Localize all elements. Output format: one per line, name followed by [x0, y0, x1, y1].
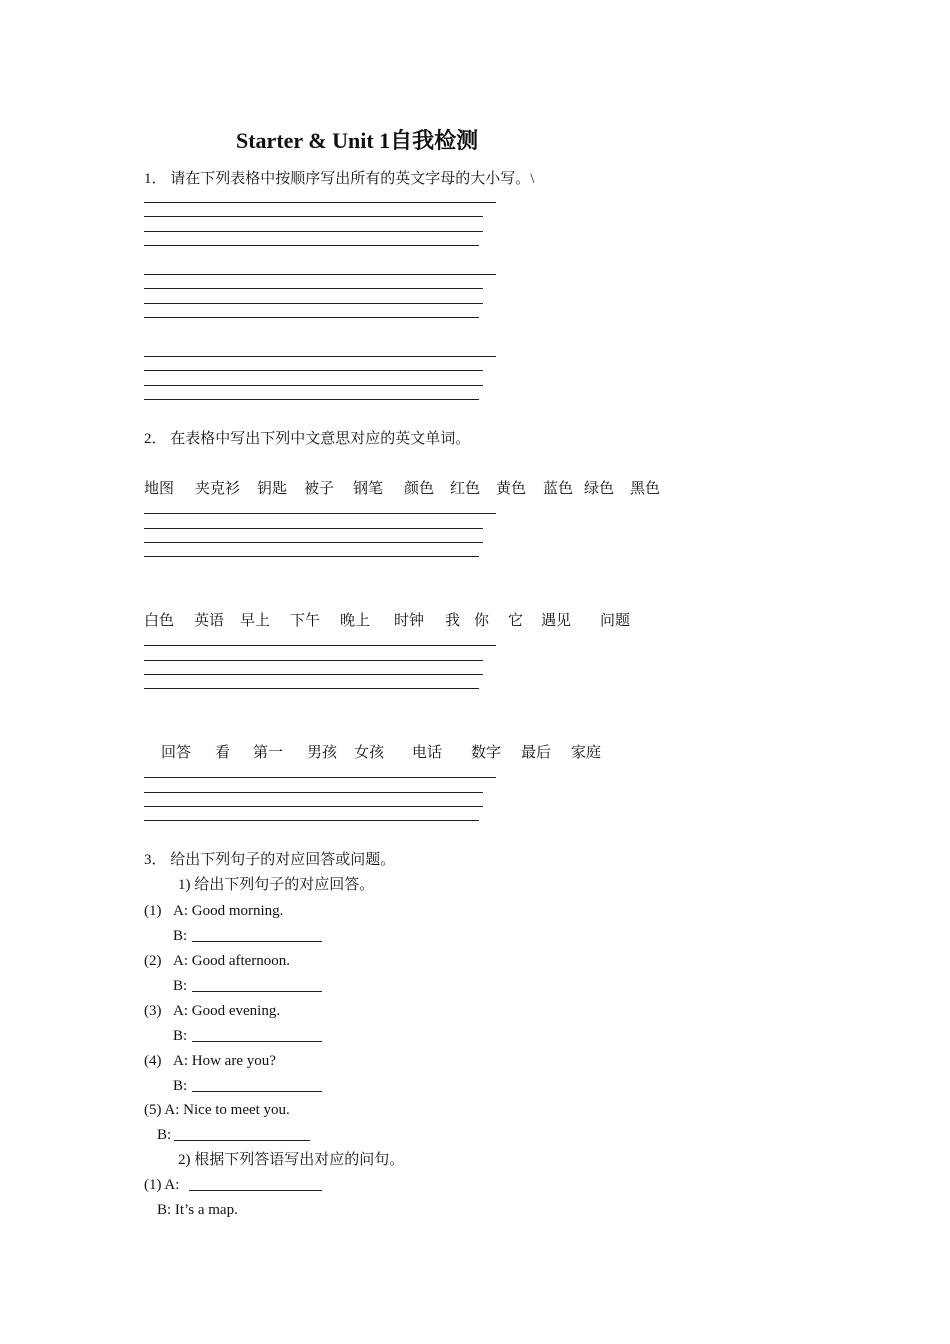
word: 看: [215, 745, 231, 761]
word: 晚上: [340, 613, 371, 629]
writing-line[interactable]: [144, 317, 479, 318]
part-1-heading: 1) 给出下列句子的对应回答。: [178, 877, 375, 893]
word: 钢笔: [353, 481, 384, 497]
word: 最后: [521, 745, 552, 761]
item-number: (4): [144, 1053, 162, 1069]
writing-line[interactable]: [144, 542, 483, 543]
answer-blank[interactable]: [192, 991, 322, 992]
writing-line[interactable]: [144, 820, 479, 821]
answer-label: B:: [173, 1078, 188, 1094]
word: 第一: [253, 745, 284, 761]
word: 黑色: [630, 481, 661, 497]
item-number: (3): [144, 1003, 162, 1019]
answer-label: B:: [173, 978, 188, 994]
word: 时钟: [394, 613, 425, 629]
word: 英语: [194, 613, 225, 629]
writing-line[interactable]: [144, 660, 483, 661]
word: 地图: [144, 481, 175, 497]
word: 白色: [144, 613, 175, 629]
word: 电话: [412, 745, 443, 761]
section-3-heading: 3． 给出下列句子的对应回答或问题。: [144, 852, 396, 868]
writing-line[interactable]: [144, 202, 496, 203]
answer-label: B:: [173, 928, 188, 944]
word: 钥匙: [257, 481, 288, 497]
word: 它: [508, 613, 524, 629]
writing-line[interactable]: [144, 303, 483, 304]
answer-blank[interactable]: [192, 1091, 322, 1092]
answer-blank[interactable]: [192, 1041, 322, 1042]
answer-blank[interactable]: [174, 1140, 310, 1141]
word: 女孩: [354, 745, 385, 761]
writing-line[interactable]: [144, 385, 483, 386]
writing-line[interactable]: [144, 370, 483, 371]
page-title: Starter & Unit 1自我检测: [236, 128, 479, 153]
writing-line[interactable]: [144, 216, 483, 217]
word: 绿色: [584, 481, 615, 497]
word: 下午: [290, 613, 321, 629]
writing-line[interactable]: [144, 645, 496, 646]
given-answer: B: It’s a map.: [157, 1202, 238, 1218]
writing-line[interactable]: [144, 556, 479, 557]
writing-line[interactable]: [144, 231, 483, 232]
writing-line[interactable]: [144, 777, 496, 778]
word: 夹克衫: [195, 481, 241, 497]
item-number: (2): [144, 953, 162, 969]
word: 红色: [450, 481, 481, 497]
writing-line[interactable]: [144, 245, 479, 246]
writing-line[interactable]: [144, 356, 496, 357]
word: 问题: [600, 613, 631, 629]
prompt-sentence: A: Good evening.: [173, 1003, 281, 1019]
prompt-sentence: (5) A: Nice to meet you.: [144, 1102, 290, 1118]
question-blank[interactable]: [189, 1190, 322, 1191]
writing-line[interactable]: [144, 792, 483, 793]
part-2-heading: 2) 根据下列答语写出对应的问句。: [178, 1152, 405, 1168]
prompt-sentence: A: Good afternoon.: [173, 953, 291, 969]
answer-label: B:: [173, 1028, 188, 1044]
writing-line[interactable]: [144, 528, 483, 529]
word: 被子: [304, 481, 335, 497]
word: 遇见: [541, 613, 572, 629]
item-number: (1): [144, 903, 162, 919]
word: 我: [445, 613, 461, 629]
writing-line[interactable]: [144, 806, 483, 807]
writing-line[interactable]: [144, 688, 479, 689]
word: 家庭: [571, 745, 602, 761]
section-2-heading: 2． 在表格中写出下列中文意思对应的英文单词。: [144, 431, 471, 447]
word: 颜色: [404, 481, 435, 497]
word: 回答: [161, 745, 192, 761]
writing-line[interactable]: [144, 674, 483, 675]
word: 你: [474, 613, 490, 629]
prompt-sentence: A: How are you?: [173, 1053, 276, 1069]
word: 黄色: [496, 481, 527, 497]
answer-blank[interactable]: [192, 941, 322, 942]
question-label: (1) A:: [144, 1177, 180, 1193]
prompt-sentence: A: Good morning.: [173, 903, 284, 919]
answer-label: B:: [157, 1127, 172, 1143]
word: 早上: [240, 613, 271, 629]
writing-line[interactable]: [144, 288, 483, 289]
writing-line[interactable]: [144, 399, 479, 400]
word: 数字: [471, 745, 502, 761]
word: 蓝色: [543, 481, 574, 497]
writing-line[interactable]: [144, 513, 496, 514]
section-1-heading: 1． 请在下列表格中按顺序写出所有的英文字母的大小写。\: [144, 171, 535, 187]
writing-line[interactable]: [144, 274, 496, 275]
word: 男孩: [307, 745, 338, 761]
